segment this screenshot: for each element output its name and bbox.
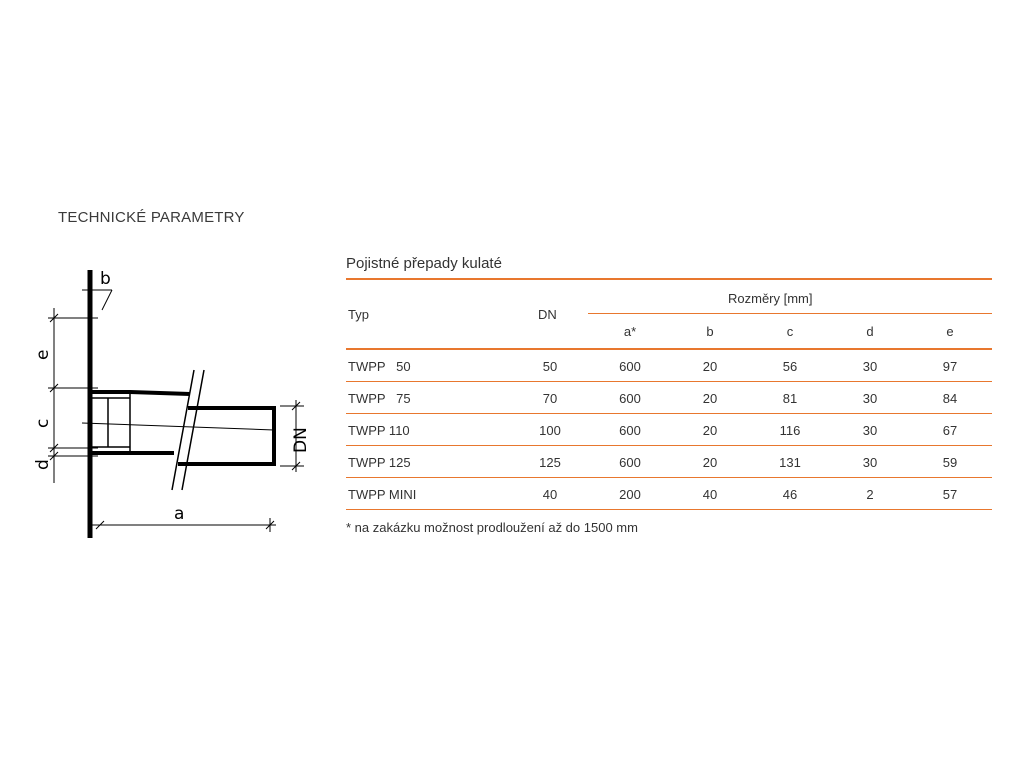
cell-dn: 70 — [542, 391, 558, 406]
cell-d: 2 — [866, 487, 874, 502]
cell-b: 20 — [702, 391, 718, 406]
cell-b: 20 — [702, 455, 718, 470]
cell-e: 67 — [942, 423, 958, 438]
header-col-e: e — [946, 324, 954, 339]
table-row — [346, 382, 992, 414]
header-col-a: a* — [623, 324, 637, 339]
dim-label-e: e — [33, 349, 53, 360]
pipe-body-left — [92, 392, 190, 453]
cell-typ: TWPP 125 — [348, 455, 411, 470]
technical-drawing — [12, 248, 342, 570]
cell-e: 84 — [942, 391, 958, 406]
cell-d: 30 — [862, 391, 878, 406]
cell-dn: 40 — [542, 487, 558, 502]
cell-b: 40 — [702, 487, 718, 502]
cell-c: 81 — [782, 391, 798, 406]
cell-b: 20 — [702, 423, 718, 438]
cell-c: 116 — [779, 423, 801, 438]
cell-c: 131 — [779, 455, 801, 470]
table-row — [346, 446, 992, 478]
table-title: Pojistné přepady kulaté — [346, 255, 502, 272]
header-col-c: c — [786, 324, 794, 339]
cell-typ: TWPP 75 — [348, 391, 411, 406]
header-sub-rule — [588, 313, 992, 314]
cell-a: 200 — [619, 487, 641, 502]
cell-dn: 100 — [539, 423, 561, 438]
cell-d: 30 — [862, 455, 878, 470]
dim-label-c: c — [33, 418, 53, 428]
cell-d: 30 — [862, 359, 878, 374]
center-line — [82, 423, 274, 430]
cell-d: 30 — [862, 423, 878, 438]
cell-e: 97 — [942, 359, 958, 374]
dim-label-dn: DN — [291, 427, 311, 453]
dim-label-d: d — [33, 459, 53, 470]
cell-typ: TWPP 50 — [348, 359, 411, 374]
cell-dn: 125 — [539, 455, 561, 470]
header-typ: Typ — [348, 307, 369, 322]
cell-a: 600 — [619, 359, 641, 374]
cell-typ: TWPP 110 — [348, 423, 410, 438]
table-row — [346, 478, 992, 510]
header-dn: DN — [538, 307, 557, 322]
cell-a: 600 — [619, 391, 641, 406]
header-dimensions-group: Rozměry [mm] — [728, 291, 813, 306]
table-footnote: * na zakázku možnost prodloužení až do 1500 mm — [346, 520, 638, 535]
section-title: TECHNICKÉ PARAMETRY — [58, 209, 245, 226]
table-header — [346, 280, 992, 348]
cell-c: 56 — [782, 359, 798, 374]
header-col-d: d — [866, 324, 874, 339]
table-row — [346, 414, 992, 446]
cell-e: 59 — [942, 455, 958, 470]
cell-b: 20 — [702, 359, 718, 374]
break-line — [172, 370, 204, 490]
cell-dn: 50 — [542, 359, 558, 374]
dim-label-b: b — [100, 269, 111, 289]
cell-typ: TWPP MINI — [348, 487, 417, 502]
cell-c: 46 — [782, 487, 798, 502]
cell-a: 600 — [619, 455, 641, 470]
cell-a: 600 — [619, 423, 641, 438]
dim-label-a: a — [174, 504, 185, 524]
header-col-b: b — [706, 324, 714, 339]
cell-e: 57 — [942, 487, 958, 502]
parameters-table — [346, 250, 992, 535]
table-row — [346, 350, 992, 382]
